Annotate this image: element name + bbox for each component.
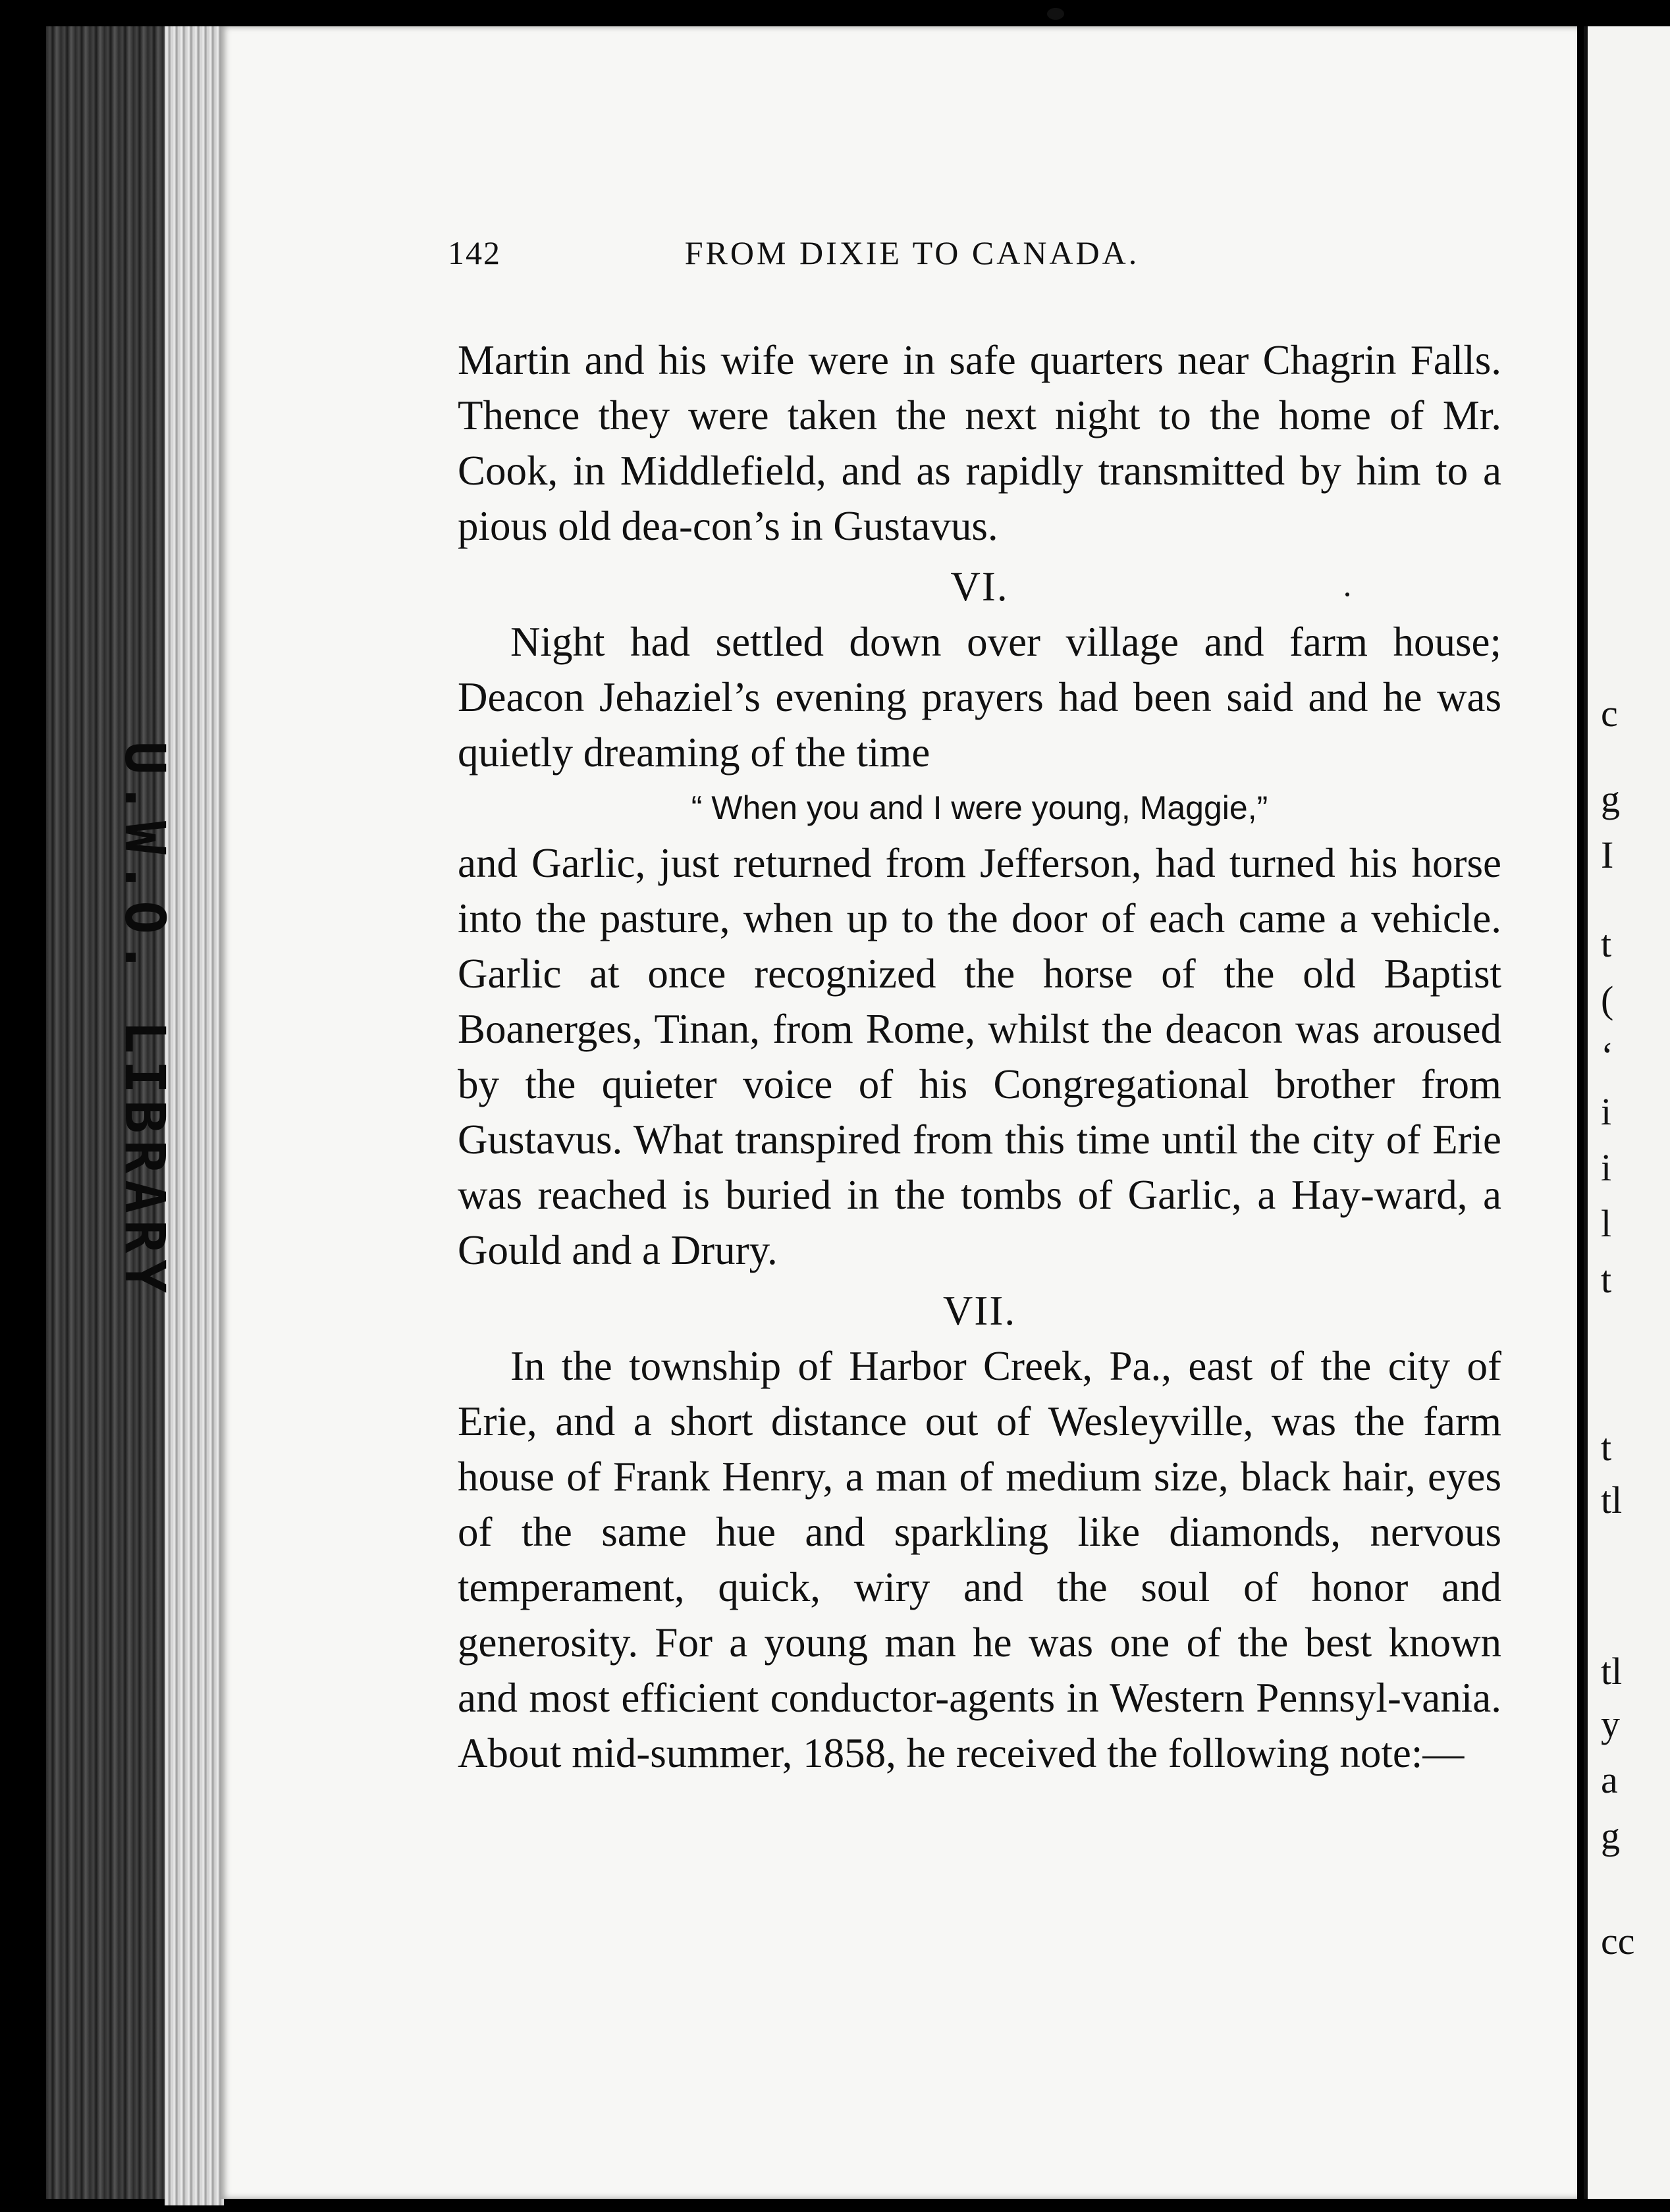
facing-page-letter: a xyxy=(1601,1758,1618,1801)
facing-page-letter: i xyxy=(1601,1090,1612,1133)
facing-page-letter: ‘ xyxy=(1601,1034,1614,1077)
facing-page-letter: I xyxy=(1601,833,1614,876)
paragraph: Martin and his wife were in safe quarters near Chagrin Falls. Thence they were taken the next night to the home of Mr. Cook, in Middlefield, and as rapidly transmitted by him to a pious old dea-con’s in Gustavus. xyxy=(458,337,1501,549)
section-heading-vi: VI. xyxy=(950,564,1009,610)
facing-page-letter: t xyxy=(1601,1426,1612,1469)
facing-page-letter: g xyxy=(1601,777,1620,820)
facing-page-letter: tl xyxy=(1601,1479,1623,1521)
library-stamp xyxy=(113,691,178,1350)
paragraph: and Garlic, just returned from Jefferson, had turned his horse into the pasture, when up to the door of each came a vehicle. Garlic at once recognized the horse of the old Baptist Boanerges, Tinan, from Rome, whilst the deacon was aroused by the quieter voice of his Congregational brother from Gustavus. What transpired from this time until the city of Erie was reached is buried in the tombs of Garlic, a Hay-ward, a Gould and a Drury. xyxy=(458,840,1501,1273)
library-stamp-text: U.W.O. LIBRARY xyxy=(113,741,178,1300)
paragraph: In the township of Harbor Creek, Pa., east of the city of Erie, and a short distance out of Wesleyville, was the farm house of Frank Henry, a man of medium size, black hair, eyes of the same hue and sparkling like diamonds, nervous temperament, quick, wiry and the soul of honor and generosity. For a young man he was one of the best known and most efficient conductor-agents in Western Pennsyl-vania. About mid-summer, 1858, he received the following note:— xyxy=(458,1343,1501,1776)
body-text xyxy=(458,332,1501,1781)
facing-page-letter: l xyxy=(1601,1202,1612,1245)
facing-page-letter: cc xyxy=(1601,1920,1635,1962)
facing-page-letter: tl xyxy=(1601,1650,1623,1693)
facing-page-letter: t xyxy=(1601,1258,1612,1301)
page-number: 142 xyxy=(448,234,501,271)
scan-speck xyxy=(1345,592,1349,596)
running-title: FROM DIXIE TO CANADA. xyxy=(684,234,1140,271)
paragraph: Night had settled down over village and farm house; Deacon Jehaziel’s evening prayers had been said and he was quietly dreaming of the time xyxy=(458,619,1501,776)
facing-page-letter: ( xyxy=(1601,978,1614,1021)
facing-page-letter: g xyxy=(1601,1814,1620,1857)
facing-page-letter: t xyxy=(1601,922,1612,965)
section-heading-vii: VII. xyxy=(942,1288,1017,1334)
facing-page-letter: i xyxy=(1601,1146,1612,1189)
facing-page-letter: c xyxy=(1601,692,1618,735)
quotation: “ When you and I were young, Maggie,” xyxy=(691,789,1268,826)
facing-page-letter: y xyxy=(1601,1702,1620,1745)
page-header xyxy=(448,234,1245,272)
facing-page-edge xyxy=(1584,26,1670,2199)
scan-speck xyxy=(1047,8,1064,20)
